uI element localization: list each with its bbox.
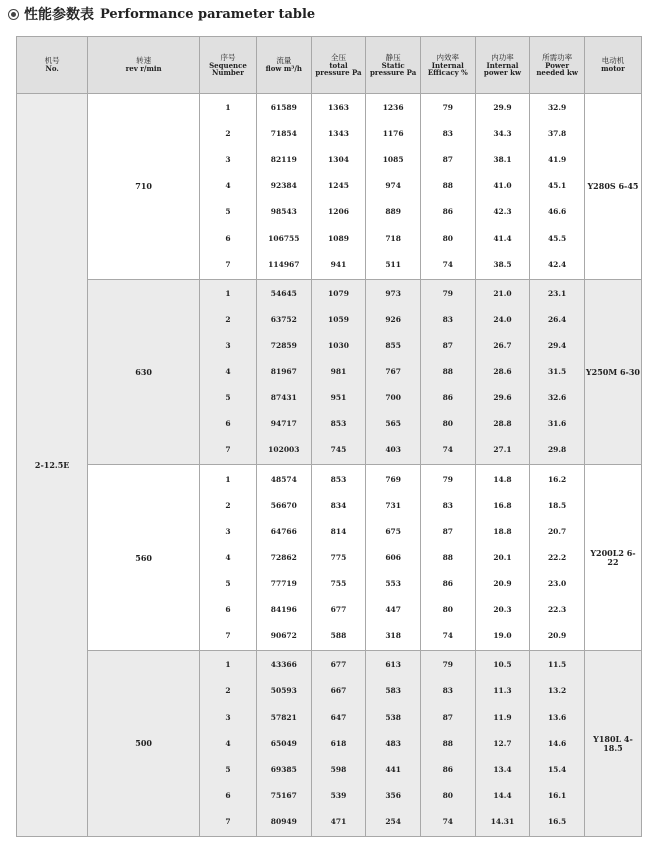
data-cell: 2 [199, 493, 256, 519]
data-cell: 677 [311, 652, 366, 678]
data-cell: 11.9 [475, 704, 530, 730]
data-cell: 855 [366, 333, 421, 359]
data-cell: 64766 [257, 519, 312, 545]
data-cell: 65049 [257, 730, 312, 756]
data-cell: 41.4 [475, 225, 530, 251]
data-cell: 84196 [257, 597, 312, 623]
data-cell: 74 [420, 252, 475, 278]
data-cell: 447 [366, 597, 421, 623]
data-cell [311, 835, 366, 837]
data-cell: 27.1 [475, 437, 530, 463]
data-cell: 1 [199, 467, 256, 493]
data-cell: 23.1 [530, 281, 585, 307]
header-efficiency: 内效率 Internal Efficacy % [420, 37, 475, 94]
data-cell: 356 [366, 783, 421, 809]
data-cell: 86 [420, 757, 475, 783]
data-cell: 106755 [257, 225, 312, 251]
data-cell: 71854 [257, 121, 312, 147]
data-cell: 553 [366, 571, 421, 597]
data-cell: 15.4 [530, 757, 585, 783]
data-cell: 675 [366, 519, 421, 545]
data-cell: 83 [420, 307, 475, 333]
data-cell: 87 [420, 333, 475, 359]
data-cell: 57821 [257, 704, 312, 730]
data-cell: 2 [199, 121, 256, 147]
data-cell: 50593 [257, 678, 312, 704]
data-cell: 588 [311, 623, 366, 649]
data-cell: 16.2 [530, 467, 585, 493]
data-cell: 926 [366, 307, 421, 333]
header-row [17, 37, 642, 94]
data-cell: 403 [366, 437, 421, 463]
data-cell: 86 [420, 571, 475, 597]
data-cell: 511 [366, 252, 421, 278]
data-cell: 88 [420, 545, 475, 571]
data-cell: 814 [311, 519, 366, 545]
title-en: Performance parameter table [100, 6, 316, 22]
data-cell: 2 [199, 307, 256, 333]
data-cell: 4 [199, 173, 256, 199]
data-cell: 83 [420, 678, 475, 704]
data-cell: 5 [199, 757, 256, 783]
data-cell: 941 [311, 252, 366, 278]
data-cell: 613 [366, 652, 421, 678]
data-cell: 29.6 [475, 385, 530, 411]
data-cell: 13.2 [530, 678, 585, 704]
data-cell: 92384 [257, 173, 312, 199]
data-cell: 4 [199, 730, 256, 756]
data-cell: 14.31 [475, 809, 530, 835]
data-cell: 20.9 [530, 623, 585, 649]
data-cell: 72859 [257, 333, 312, 359]
data-cell: 1363 [311, 95, 366, 121]
data-cell: 80949 [257, 809, 312, 835]
data-cell: 20.1 [475, 545, 530, 571]
data-cell: 80 [420, 783, 475, 809]
data-cell: 3 [199, 147, 256, 173]
data-cell: 13.4 [475, 757, 530, 783]
data-cell: 483 [366, 730, 421, 756]
header-flow: 流量 flow m³/h [257, 37, 312, 94]
data-cell: 471 [311, 809, 366, 835]
data-cell: 718 [366, 225, 421, 251]
motor-cell: Y200L2 6-22 [584, 465, 641, 651]
data-cell: 1 [199, 95, 256, 121]
data-cell: 32.9 [530, 95, 585, 121]
data-cell: 79 [420, 652, 475, 678]
data-cell: 98543 [257, 199, 312, 225]
data-cell: 43366 [257, 652, 312, 678]
data-cell: 29.9 [475, 95, 530, 121]
data-cell: 69385 [257, 757, 312, 783]
data-cell: 731 [366, 493, 421, 519]
data-cell: 20.9 [475, 571, 530, 597]
data-cell: 4 [199, 359, 256, 385]
data-cell: 13.6 [530, 704, 585, 730]
data-cell: 20.7 [530, 519, 585, 545]
data-cell: 538 [366, 704, 421, 730]
data-cell: 7 [199, 623, 256, 649]
data-cell: 565 [366, 411, 421, 437]
data-cell: 775 [311, 545, 366, 571]
data-cell: 87 [420, 147, 475, 173]
data-cell: 700 [366, 385, 421, 411]
data-cell: 79 [420, 95, 475, 121]
data-cell: 834 [311, 493, 366, 519]
data-cell: 767 [366, 359, 421, 385]
data-cell: 6 [199, 597, 256, 623]
data-cell: 88 [420, 730, 475, 756]
data-cell: 42.4 [530, 252, 585, 278]
data-cell: 853 [311, 411, 366, 437]
data-cell [475, 835, 530, 837]
data-cell: 28.6 [475, 359, 530, 385]
data-cell: 606 [366, 545, 421, 571]
speed-cell: 710 [88, 94, 200, 280]
performance-table [16, 36, 642, 837]
data-cell: 5 [199, 385, 256, 411]
data-cell: 981 [311, 359, 366, 385]
data-cell: 88 [420, 359, 475, 385]
data-cell: 1343 [311, 121, 366, 147]
data-cell: 80 [420, 225, 475, 251]
data-cell: 26.4 [530, 307, 585, 333]
data-cell: 20.3 [475, 597, 530, 623]
data-cell: 5 [199, 199, 256, 225]
data-cell: 889 [366, 199, 421, 225]
data-cell: 3 [199, 519, 256, 545]
data-cell: 12.7 [475, 730, 530, 756]
data-cell: 37.8 [530, 121, 585, 147]
data-cell: 7 [199, 437, 256, 463]
data-cell: 61589 [257, 95, 312, 121]
data-cell [257, 835, 312, 837]
data-cell: 973 [366, 281, 421, 307]
data-cell: 18.5 [530, 493, 585, 519]
data-cell: 83 [420, 493, 475, 519]
data-cell: 83 [420, 121, 475, 147]
data-cell: 80 [420, 411, 475, 437]
data-cell: 974 [366, 173, 421, 199]
data-cell: 45.1 [530, 173, 585, 199]
data-cell: 951 [311, 385, 366, 411]
header-power-needed: 所需功率 Power needed kw [530, 37, 585, 94]
data-cell: 1030 [311, 333, 366, 359]
data-cell: 6 [199, 225, 256, 251]
header-total-pressure: 全压 total pressure Pa [311, 37, 366, 94]
speed-cell: 500 [88, 651, 200, 837]
data-cell: 94717 [257, 411, 312, 437]
data-cell: 4 [199, 545, 256, 571]
header-speed: 转速 rev r/min [88, 37, 200, 94]
data-cell: 7 [199, 809, 256, 835]
data-cell: 87 [420, 519, 475, 545]
data-cell: 3 [199, 704, 256, 730]
data-cell: 54645 [257, 281, 312, 307]
data-cell: 114967 [257, 252, 312, 278]
data-cell [199, 835, 256, 837]
data-cell: 34.3 [475, 121, 530, 147]
data-cell: 79 [420, 467, 475, 493]
model-cell: 2-12.5E [17, 94, 88, 837]
data-cell: 88 [420, 173, 475, 199]
header-internal-power: 内功率 Internal power kw [475, 37, 530, 94]
speed-cell: 560 [88, 465, 200, 651]
data-cell: 5 [199, 571, 256, 597]
data-cell: 1079 [311, 281, 366, 307]
data-cell: 539 [311, 783, 366, 809]
data-cell: 745 [311, 437, 366, 463]
data-cell: 14.6 [530, 730, 585, 756]
data-cell: 45.5 [530, 225, 585, 251]
data-cell: 38.1 [475, 147, 530, 173]
data-cell: 26.7 [475, 333, 530, 359]
data-cell: 74 [420, 437, 475, 463]
title-cn: 性能参数表 [24, 7, 94, 23]
header-motor: 电动机 motor [584, 37, 641, 94]
data-cell [420, 835, 475, 837]
motor-cell: Y280S 6-45 [584, 94, 641, 280]
data-cell: 28.8 [475, 411, 530, 437]
data-cell: 583 [366, 678, 421, 704]
data-cell: 769 [366, 467, 421, 493]
speed-cell: 630 [88, 279, 200, 465]
data-cell: 16.5 [530, 809, 585, 835]
data-cell: 1085 [366, 147, 421, 173]
data-cell: 29.8 [530, 437, 585, 463]
data-cell: 1206 [311, 199, 366, 225]
data-cell: 38.5 [475, 252, 530, 278]
data-cell: 1304 [311, 147, 366, 173]
data-cell: 21.0 [475, 281, 530, 307]
data-cell: 1059 [311, 307, 366, 333]
bullseye-icon [8, 9, 19, 20]
data-cell: 16.8 [475, 493, 530, 519]
data-cell: 80 [420, 597, 475, 623]
data-cell: 31.5 [530, 359, 585, 385]
table-body [17, 94, 642, 837]
data-cell: 14.8 [475, 467, 530, 493]
data-cell: 1089 [311, 225, 366, 251]
data-cell: 90672 [257, 623, 312, 649]
data-cell: 86 [420, 385, 475, 411]
data-cell: 598 [311, 757, 366, 783]
data-cell: 41.0 [475, 173, 530, 199]
data-cell: 46.6 [530, 199, 585, 225]
data-cell: 16.1 [530, 783, 585, 809]
data-cell: 11.3 [475, 678, 530, 704]
data-cell: 75167 [257, 783, 312, 809]
data-cell: 72862 [257, 545, 312, 571]
data-cell: 22.3 [530, 597, 585, 623]
data-cell: 1176 [366, 121, 421, 147]
data-cell: 618 [311, 730, 366, 756]
motor-cell: Y250M 6-30 [584, 279, 641, 465]
data-cell: 74 [420, 809, 475, 835]
data-cell: 56670 [257, 493, 312, 519]
data-cell: 32.6 [530, 385, 585, 411]
page-title [8, 4, 315, 24]
data-cell: 667 [311, 678, 366, 704]
data-cell: 29.4 [530, 333, 585, 359]
data-cell: 42.3 [475, 199, 530, 225]
data-cell: 318 [366, 623, 421, 649]
data-cell: 31.6 [530, 411, 585, 437]
data-cell: 77719 [257, 571, 312, 597]
data-cell: 6 [199, 411, 256, 437]
data-cell: 48574 [257, 467, 312, 493]
motor-cell: Y180L 4-18.5 [584, 651, 641, 837]
data-cell: 41.9 [530, 147, 585, 173]
data-cell: 6 [199, 783, 256, 809]
data-cell: 87431 [257, 385, 312, 411]
data-cell: 254 [366, 809, 421, 835]
data-cell: 22.2 [530, 545, 585, 571]
data-cell [366, 835, 421, 837]
data-cell: 1 [199, 652, 256, 678]
data-cell: 81967 [257, 359, 312, 385]
data-cell: 10.5 [475, 652, 530, 678]
data-cell: 74 [420, 623, 475, 649]
data-cell: 755 [311, 571, 366, 597]
data-cell: 853 [311, 467, 366, 493]
data-cell: 63752 [257, 307, 312, 333]
data-cell: 87 [420, 704, 475, 730]
data-cell: 647 [311, 704, 366, 730]
data-cell: 19.0 [475, 623, 530, 649]
data-cell: 2 [199, 678, 256, 704]
data-cell [530, 835, 585, 837]
data-cell: 7 [199, 252, 256, 278]
data-cell: 1245 [311, 173, 366, 199]
data-cell: 11.5 [530, 652, 585, 678]
data-cell: 1236 [366, 95, 421, 121]
data-cell: 102003 [257, 437, 312, 463]
data-cell: 441 [366, 757, 421, 783]
data-cell: 86 [420, 199, 475, 225]
header-model: 机号 No. [17, 37, 88, 94]
header-sequence: 序号 Sequence Number [199, 37, 256, 94]
data-cell: 14.4 [475, 783, 530, 809]
data-cell: 82119 [257, 147, 312, 173]
data-cell: 1 [199, 281, 256, 307]
data-cell: 18.8 [475, 519, 530, 545]
data-cell: 24.0 [475, 307, 530, 333]
data-cell: 23.0 [530, 571, 585, 597]
header-static-pressure: 静压 Static pressure Pa [366, 37, 421, 94]
data-cell: 3 [199, 333, 256, 359]
data-cell: 677 [311, 597, 366, 623]
data-cell: 79 [420, 281, 475, 307]
